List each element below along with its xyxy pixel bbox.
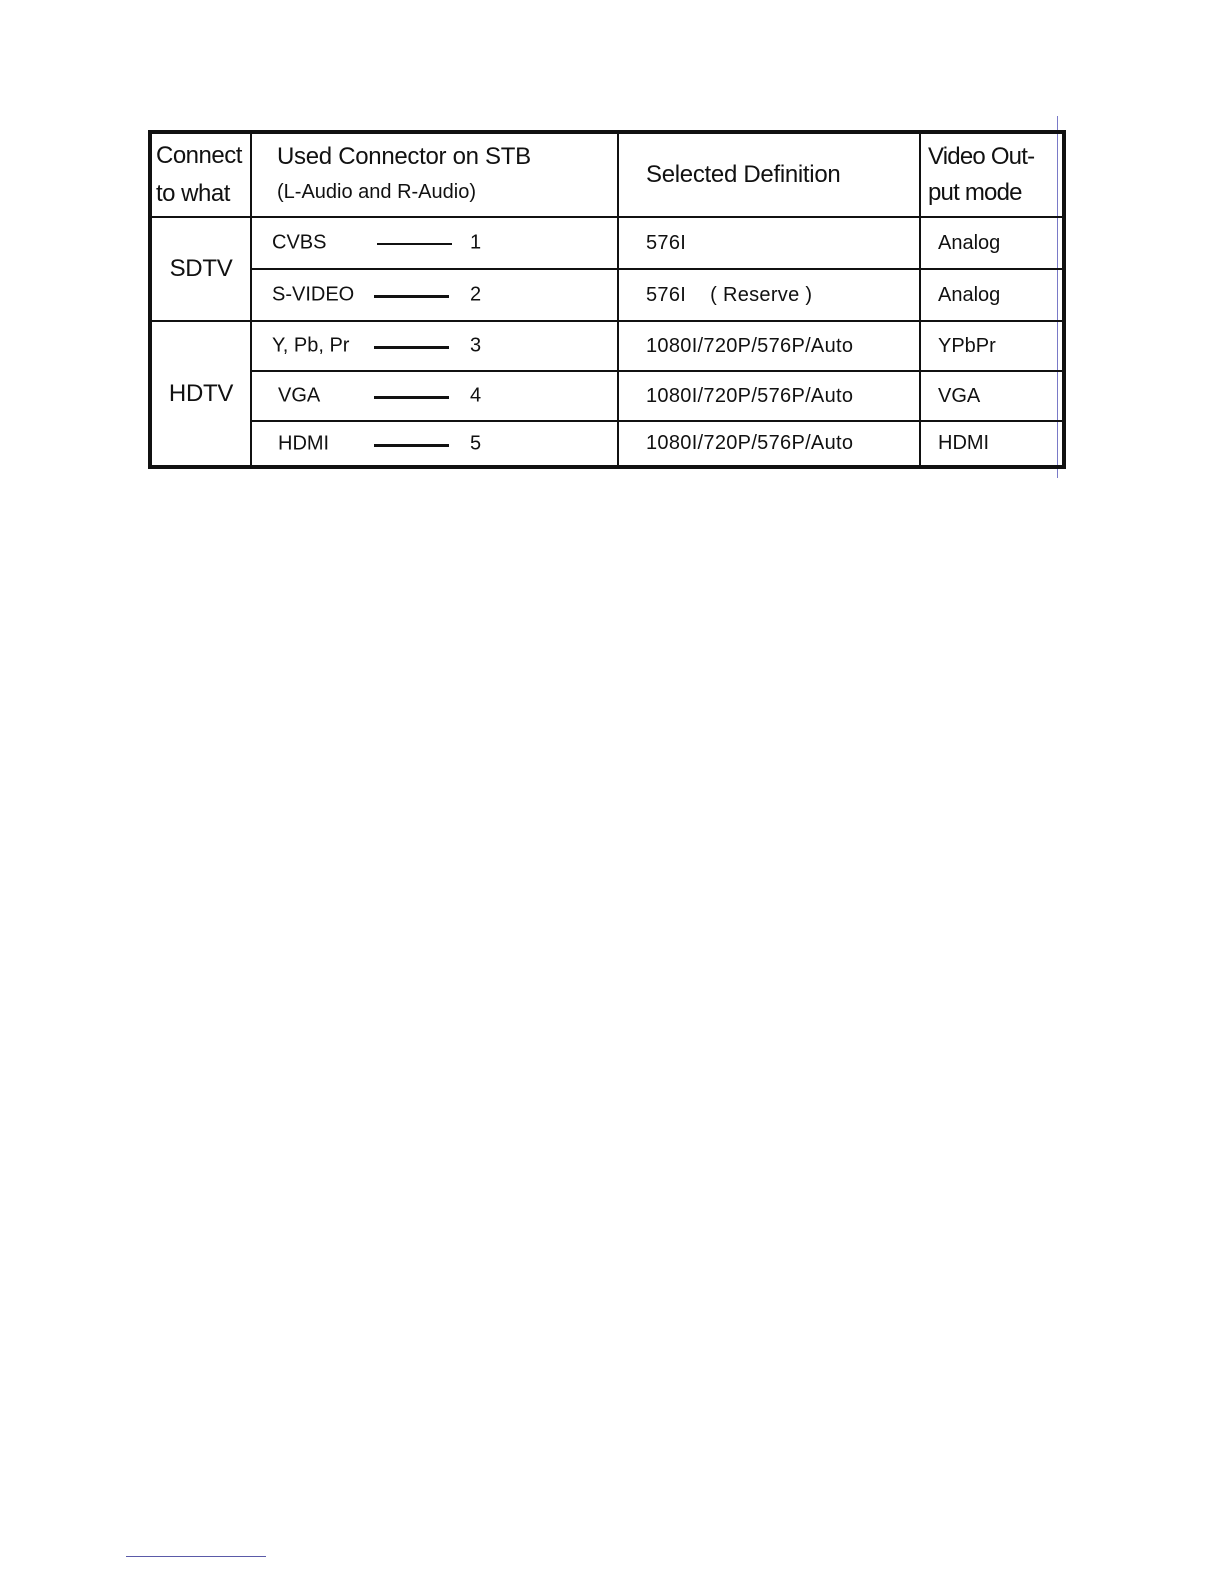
definition-value: 1080I/720P/576P/Auto: [646, 334, 854, 357]
header-connect-line1: Connect: [156, 142, 242, 169]
connector-line: [374, 346, 449, 349]
definition-value: 576I: [646, 283, 687, 306]
table-row: [150, 217, 1064, 269]
connector-name: Y, Pb, Pr: [272, 334, 350, 357]
definition-cell: [618, 269, 920, 321]
footer-rule: [126, 1556, 266, 1557]
definition-note: ( Reserve ): [710, 283, 813, 306]
connector-name: S-VIDEO: [272, 283, 355, 306]
connector-number: 4: [470, 384, 482, 407]
header-used-line1: Used Connector on STB: [277, 143, 531, 170]
connector-cell: [251, 421, 618, 467]
table-row: [150, 371, 1064, 421]
definition-cell: [618, 371, 920, 421]
connector-number: 3: [470, 334, 482, 357]
connector-number: 1: [470, 231, 482, 254]
connector-cell: [251, 217, 618, 269]
definition-cell: [618, 321, 920, 371]
definition-value: 1080I/720P/576P/Auto: [646, 432, 854, 454]
connector-line: [377, 243, 452, 245]
definition-value: 576I: [646, 231, 687, 254]
connector-name: CVBS: [272, 231, 327, 254]
header-video-output-mode: [920, 132, 1064, 217]
mode-cell: Analog: [920, 269, 1064, 321]
table-header-row: [150, 132, 1064, 217]
header-connect-line2: to what: [156, 180, 230, 207]
mode-cell: HDMI: [920, 421, 1064, 467]
header-mode-line2: put mode: [928, 179, 1022, 206]
connector-line: [374, 396, 449, 399]
definition-cell: [618, 421, 920, 467]
connector-name: HDMI: [278, 432, 330, 454]
connector-cell: [251, 269, 618, 321]
mode-cell: VGA: [920, 371, 1064, 421]
connector-name: VGA: [278, 384, 321, 407]
connector-cell: [251, 321, 618, 371]
header-selected-definition: Selected Definition: [618, 132, 920, 217]
definition-value: 1080I/720P/576P/Auto: [646, 384, 854, 407]
mode-cell: Analog: [920, 217, 1064, 269]
table-row: [150, 321, 1064, 371]
group-hdtv: HDTV: [150, 321, 251, 467]
connector-cell: [251, 371, 618, 421]
mode-cell: YPbPr: [920, 321, 1064, 371]
connector-line: [374, 444, 449, 447]
group-sdtv: SDTV: [150, 217, 251, 321]
connector-line: [374, 295, 449, 298]
header-used-connector: [251, 132, 618, 217]
header-connect-to-what: [150, 132, 251, 217]
definition-cell: [618, 217, 920, 269]
table-row: [150, 421, 1064, 467]
connector-number: 2: [470, 283, 482, 306]
connection-table: [148, 130, 1066, 469]
header-mode-line1: Video Out-: [928, 143, 1035, 170]
connector-number: 5: [470, 432, 482, 454]
table-row: [150, 269, 1064, 321]
header-used-line2: (L-Audio and R-Audio): [277, 181, 476, 203]
